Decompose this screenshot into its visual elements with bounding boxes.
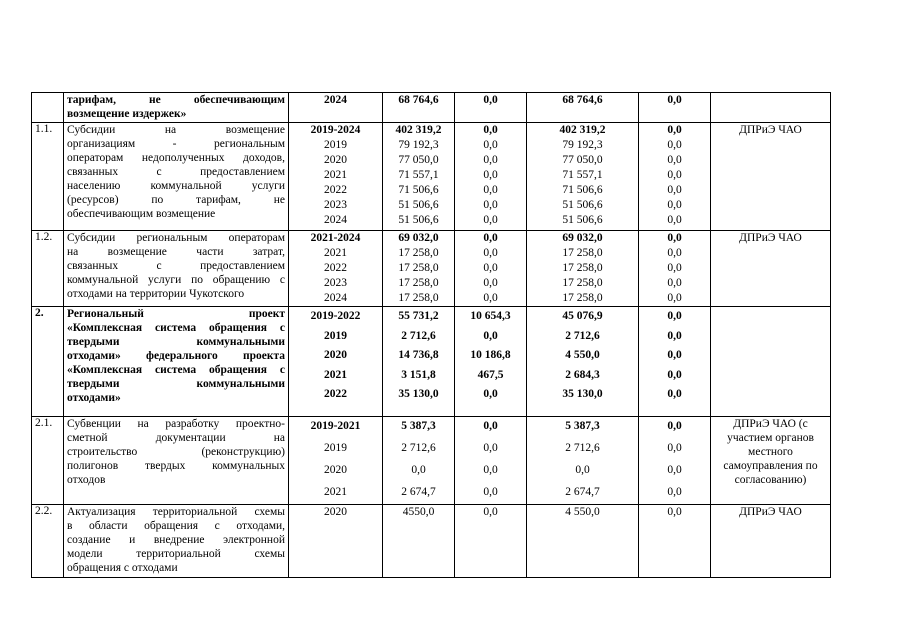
regional-value: 4 550,0 bbox=[565, 349, 600, 361]
regional-value: 51 506,6 bbox=[562, 214, 603, 226]
description-line: Субсидии региональным операторам bbox=[67, 232, 285, 244]
year-value: 2024 bbox=[324, 214, 347, 226]
description-line: организациям - региональным bbox=[67, 138, 285, 150]
row-number-cell bbox=[32, 93, 64, 123]
description-line: сметной документации на bbox=[67, 432, 285, 444]
regional-value: 68 764,6 bbox=[562, 94, 603, 106]
description-line: «Комплексная система обращения с bbox=[67, 322, 285, 334]
year-value: 2020 bbox=[324, 349, 347, 361]
other-value: 0,0 bbox=[667, 292, 682, 304]
responsible-cell bbox=[711, 93, 831, 123]
regional-value: 2 674,7 bbox=[565, 485, 600, 498]
other-value: 0,0 bbox=[667, 388, 682, 400]
other-value: 0,0 bbox=[667, 169, 682, 181]
row-number-cell bbox=[32, 417, 64, 505]
description-cell bbox=[64, 93, 289, 123]
year-value: 2022 bbox=[324, 184, 347, 196]
federal-value: 0,0 bbox=[483, 292, 498, 304]
description-cell bbox=[64, 417, 289, 505]
total-value: 17 258,0 bbox=[398, 262, 439, 274]
federal-value: 0,0 bbox=[483, 154, 498, 166]
federal-cell bbox=[455, 123, 527, 231]
federal-cell bbox=[455, 505, 527, 578]
row-number-cell bbox=[32, 505, 64, 578]
total-value: 2 712,6 bbox=[401, 329, 436, 342]
description-cell bbox=[64, 307, 289, 417]
row-number-cell bbox=[32, 307, 64, 417]
regional-value: 17 258,0 bbox=[562, 292, 603, 304]
federal-value: 0,0 bbox=[483, 124, 498, 136]
description-line: обеспечивающим возмещение bbox=[67, 208, 216, 220]
description-line: связанных с предоставлением bbox=[67, 166, 285, 178]
federal-value: 10 654,3 bbox=[470, 310, 511, 322]
regional-value: 0,0 bbox=[575, 463, 590, 476]
year-cell bbox=[289, 307, 383, 417]
year-cell bbox=[289, 417, 383, 505]
total-value: 4550,0 bbox=[402, 506, 435, 518]
regional-cell bbox=[527, 231, 639, 307]
other-value: 0,0 bbox=[667, 139, 682, 151]
federal-value: 0,0 bbox=[483, 441, 498, 454]
year-cell bbox=[289, 123, 383, 231]
total-value: 69 032,0 bbox=[398, 232, 439, 244]
description-line: Субсидии на возмещение bbox=[67, 124, 285, 136]
other-cell bbox=[639, 123, 711, 231]
description-line: модели территориальной схемы bbox=[67, 548, 285, 560]
year-value: 2020 bbox=[324, 154, 347, 166]
other-value: 0,0 bbox=[667, 262, 682, 274]
other-cell bbox=[639, 417, 711, 505]
total-value: 71 506,6 bbox=[398, 184, 439, 196]
description-line: связанных с предоставлением bbox=[67, 260, 285, 272]
other-value: 0,0 bbox=[667, 368, 682, 381]
year-value: 2020 bbox=[324, 506, 347, 518]
description-line: обращения с отходами bbox=[67, 562, 178, 574]
responsible-cell bbox=[711, 123, 831, 231]
regional-value: 51 506,6 bbox=[562, 199, 603, 211]
description-line: Субвенции на разработку проектно- bbox=[67, 418, 285, 430]
responsible-cell bbox=[711, 505, 831, 578]
responsible-cell bbox=[711, 307, 831, 417]
budget-table bbox=[31, 92, 831, 578]
year-value: 2020 bbox=[324, 463, 347, 476]
total-value: 14 736,8 bbox=[398, 349, 439, 361]
description-cell bbox=[64, 505, 289, 578]
description-line: твердыми коммунальными bbox=[67, 378, 285, 390]
total-cell bbox=[383, 231, 455, 307]
total-value: 17 258,0 bbox=[398, 247, 439, 259]
year-value: 2024 bbox=[324, 292, 347, 304]
total-cell bbox=[383, 307, 455, 417]
regional-value: 71 557,1 bbox=[562, 169, 603, 181]
row-number-cell bbox=[32, 123, 64, 231]
description-line: отходами на территории Чукотского bbox=[67, 288, 245, 300]
total-cell bbox=[383, 123, 455, 231]
federal-cell bbox=[455, 307, 527, 417]
total-value: 55 731,2 bbox=[398, 310, 439, 322]
federal-value: 0,0 bbox=[483, 199, 498, 211]
regional-cell bbox=[527, 93, 639, 123]
federal-value: 0,0 bbox=[483, 232, 498, 244]
year-value: 2021 bbox=[324, 485, 347, 498]
table-row bbox=[32, 123, 831, 231]
row-number: 2.1. bbox=[35, 417, 53, 429]
table-row bbox=[32, 307, 831, 417]
year-value: 2023 bbox=[324, 277, 347, 289]
other-value: 0,0 bbox=[667, 441, 682, 454]
row-number: 1.1. bbox=[35, 123, 53, 135]
other-cell bbox=[639, 307, 711, 417]
federal-value: 0,0 bbox=[483, 506, 498, 518]
other-value: 0,0 bbox=[667, 506, 682, 518]
regional-value: 17 258,0 bbox=[562, 262, 603, 274]
other-value: 0,0 bbox=[667, 463, 682, 476]
description-line: отходов bbox=[67, 474, 106, 486]
other-cell bbox=[639, 505, 711, 578]
description-line: Региональный проект bbox=[67, 308, 285, 320]
total-value: 17 258,0 bbox=[398, 292, 439, 304]
regional-cell bbox=[527, 307, 639, 417]
federal-value: 0,0 bbox=[483, 214, 498, 226]
responsible-cell bbox=[711, 417, 831, 505]
federal-value: 0,0 bbox=[483, 388, 498, 400]
regional-value: 77 050,0 bbox=[562, 154, 603, 166]
other-value: 0,0 bbox=[667, 154, 682, 166]
description-line: строительство (реконструкцию) bbox=[67, 446, 285, 458]
other-value: 0,0 bbox=[667, 310, 682, 322]
regional-value: 2 712,6 bbox=[565, 329, 600, 342]
table-row bbox=[32, 231, 831, 307]
year-value: 2019 bbox=[324, 329, 347, 342]
regional-value: 45 076,9 bbox=[562, 310, 603, 322]
regional-value: 17 258,0 bbox=[562, 247, 603, 259]
total-value: 0,0 bbox=[411, 463, 426, 476]
description-line: (ресурсов) по тарифам, не bbox=[67, 194, 285, 206]
federal-value: 467,5 bbox=[477, 368, 504, 381]
description-line: тарифам, не обеспечивающим bbox=[67, 94, 285, 106]
other-value: 0,0 bbox=[667, 420, 682, 432]
year-value: 2021-2024 bbox=[310, 232, 361, 244]
federal-value: 0,0 bbox=[483, 262, 498, 274]
federal-value: 0,0 bbox=[483, 277, 498, 289]
total-value: 17 258,0 bbox=[398, 277, 439, 289]
total-value: 79 192,3 bbox=[398, 139, 439, 151]
total-value: 68 764,6 bbox=[398, 94, 439, 106]
year-value: 2024 bbox=[324, 94, 347, 106]
regional-value: 17 258,0 bbox=[562, 277, 603, 289]
row-number-cell bbox=[32, 231, 64, 307]
description-line: «Комплексная система обращения с bbox=[67, 364, 285, 376]
other-value: 0,0 bbox=[667, 214, 682, 226]
description-line: создание и внедрение электронной bbox=[67, 534, 285, 546]
federal-cell bbox=[455, 231, 527, 307]
federal-value: 0,0 bbox=[483, 94, 498, 106]
year-value: 2023 bbox=[324, 199, 347, 211]
year-value: 2019-2021 bbox=[310, 420, 361, 432]
responsible-text: ДПРиЭ ЧАО (с участием органов местного самоуправления по согласованию) bbox=[723, 418, 818, 486]
year-value: 2019-2022 bbox=[310, 310, 361, 322]
other-value: 0,0 bbox=[667, 199, 682, 211]
federal-cell bbox=[455, 93, 527, 123]
total-value: 35 130,0 bbox=[398, 388, 439, 400]
regional-value: 69 032,0 bbox=[562, 232, 603, 244]
federal-value: 0,0 bbox=[483, 420, 498, 432]
regional-value: 35 130,0 bbox=[562, 388, 603, 400]
year-cell bbox=[289, 93, 383, 123]
year-value: 2021 bbox=[324, 247, 347, 259]
table-row bbox=[32, 505, 831, 578]
total-value: 3 151,8 bbox=[401, 368, 436, 381]
responsible-text: ДПРиЭ ЧАО bbox=[739, 232, 802, 244]
description-line: Актуализация территориальной схемы bbox=[67, 506, 285, 518]
other-value: 0,0 bbox=[667, 329, 682, 342]
description-line: на возмещение части затрат, bbox=[67, 246, 285, 258]
regional-cell bbox=[527, 123, 639, 231]
table-row bbox=[32, 93, 831, 123]
row-number: 2.2. bbox=[35, 505, 53, 517]
year-value: 2022 bbox=[324, 262, 347, 274]
regional-value: 79 192,3 bbox=[562, 139, 603, 151]
year-value: 2022 bbox=[324, 388, 347, 400]
total-value: 71 557,1 bbox=[398, 169, 439, 181]
description-line: операторам недополученных доходов, bbox=[67, 152, 285, 164]
federal-value: 0,0 bbox=[483, 329, 498, 342]
description-line: полигонов твердых коммунальных bbox=[67, 460, 285, 472]
description-line: в области обращения с отходами, bbox=[67, 520, 285, 532]
description-line: твердыми коммунальными bbox=[67, 336, 285, 348]
federal-value: 10 186,8 bbox=[470, 349, 511, 361]
description-line: коммунальной услуги по обращению с bbox=[67, 274, 285, 286]
other-value: 0,0 bbox=[667, 94, 682, 106]
federal-value: 0,0 bbox=[483, 184, 498, 196]
other-value: 0,0 bbox=[667, 485, 682, 498]
total-value: 402 319,2 bbox=[395, 124, 442, 136]
total-value: 77 050,0 bbox=[398, 154, 439, 166]
regional-value: 4 550,0 bbox=[565, 506, 600, 518]
other-value: 0,0 bbox=[667, 277, 682, 289]
row-number: 2. bbox=[35, 307, 44, 319]
description-cell bbox=[64, 123, 289, 231]
total-value: 5 387,3 bbox=[401, 420, 436, 432]
year-value: 2019 bbox=[324, 139, 347, 151]
year-cell bbox=[289, 231, 383, 307]
description-line: отходами» bbox=[67, 392, 121, 404]
total-value: 51 506,6 bbox=[398, 199, 439, 211]
federal-cell bbox=[455, 417, 527, 505]
total-value: 2 674,7 bbox=[401, 485, 436, 498]
total-cell bbox=[383, 505, 455, 578]
year-value: 2021 bbox=[324, 169, 347, 181]
total-cell bbox=[383, 417, 455, 505]
other-cell bbox=[639, 231, 711, 307]
federal-value: 0,0 bbox=[483, 139, 498, 151]
other-value: 0,0 bbox=[667, 232, 682, 244]
federal-value: 0,0 bbox=[483, 169, 498, 181]
row-number: 1.2. bbox=[35, 231, 53, 243]
federal-value: 0,0 bbox=[483, 247, 498, 259]
total-value: 51 506,6 bbox=[398, 214, 439, 226]
year-value: 2021 bbox=[324, 368, 347, 381]
regional-value: 402 319,2 bbox=[559, 124, 606, 136]
description-line: населению коммунальной услуги bbox=[67, 180, 285, 192]
regional-value: 5 387,3 bbox=[565, 420, 600, 432]
federal-value: 0,0 bbox=[483, 463, 498, 476]
description-cell bbox=[64, 231, 289, 307]
year-cell bbox=[289, 505, 383, 578]
description-line: возмещение издержек» bbox=[67, 108, 187, 120]
other-value: 0,0 bbox=[667, 184, 682, 196]
regional-cell bbox=[527, 417, 639, 505]
other-value: 0,0 bbox=[667, 247, 682, 259]
budget-table-body bbox=[32, 93, 831, 578]
table-row bbox=[32, 417, 831, 505]
year-value: 2019-2024 bbox=[310, 124, 361, 136]
other-value: 0,0 bbox=[667, 349, 682, 361]
responsible-text: ДПРиЭ ЧАО bbox=[739, 506, 802, 518]
responsible-text: ДПРиЭ ЧАО bbox=[739, 124, 802, 136]
other-value: 0,0 bbox=[667, 124, 682, 136]
regional-cell bbox=[527, 505, 639, 578]
total-value: 2 712,6 bbox=[401, 441, 436, 454]
description-line: отходами» федерального проекта bbox=[67, 350, 285, 362]
regional-value: 2 684,3 bbox=[565, 368, 600, 381]
total-cell bbox=[383, 93, 455, 123]
regional-value: 71 506,6 bbox=[562, 184, 603, 196]
year-value: 2019 bbox=[324, 441, 347, 454]
federal-value: 0,0 bbox=[483, 485, 498, 498]
regional-value: 2 712,6 bbox=[565, 441, 600, 454]
other-cell bbox=[639, 93, 711, 123]
responsible-cell bbox=[711, 231, 831, 307]
